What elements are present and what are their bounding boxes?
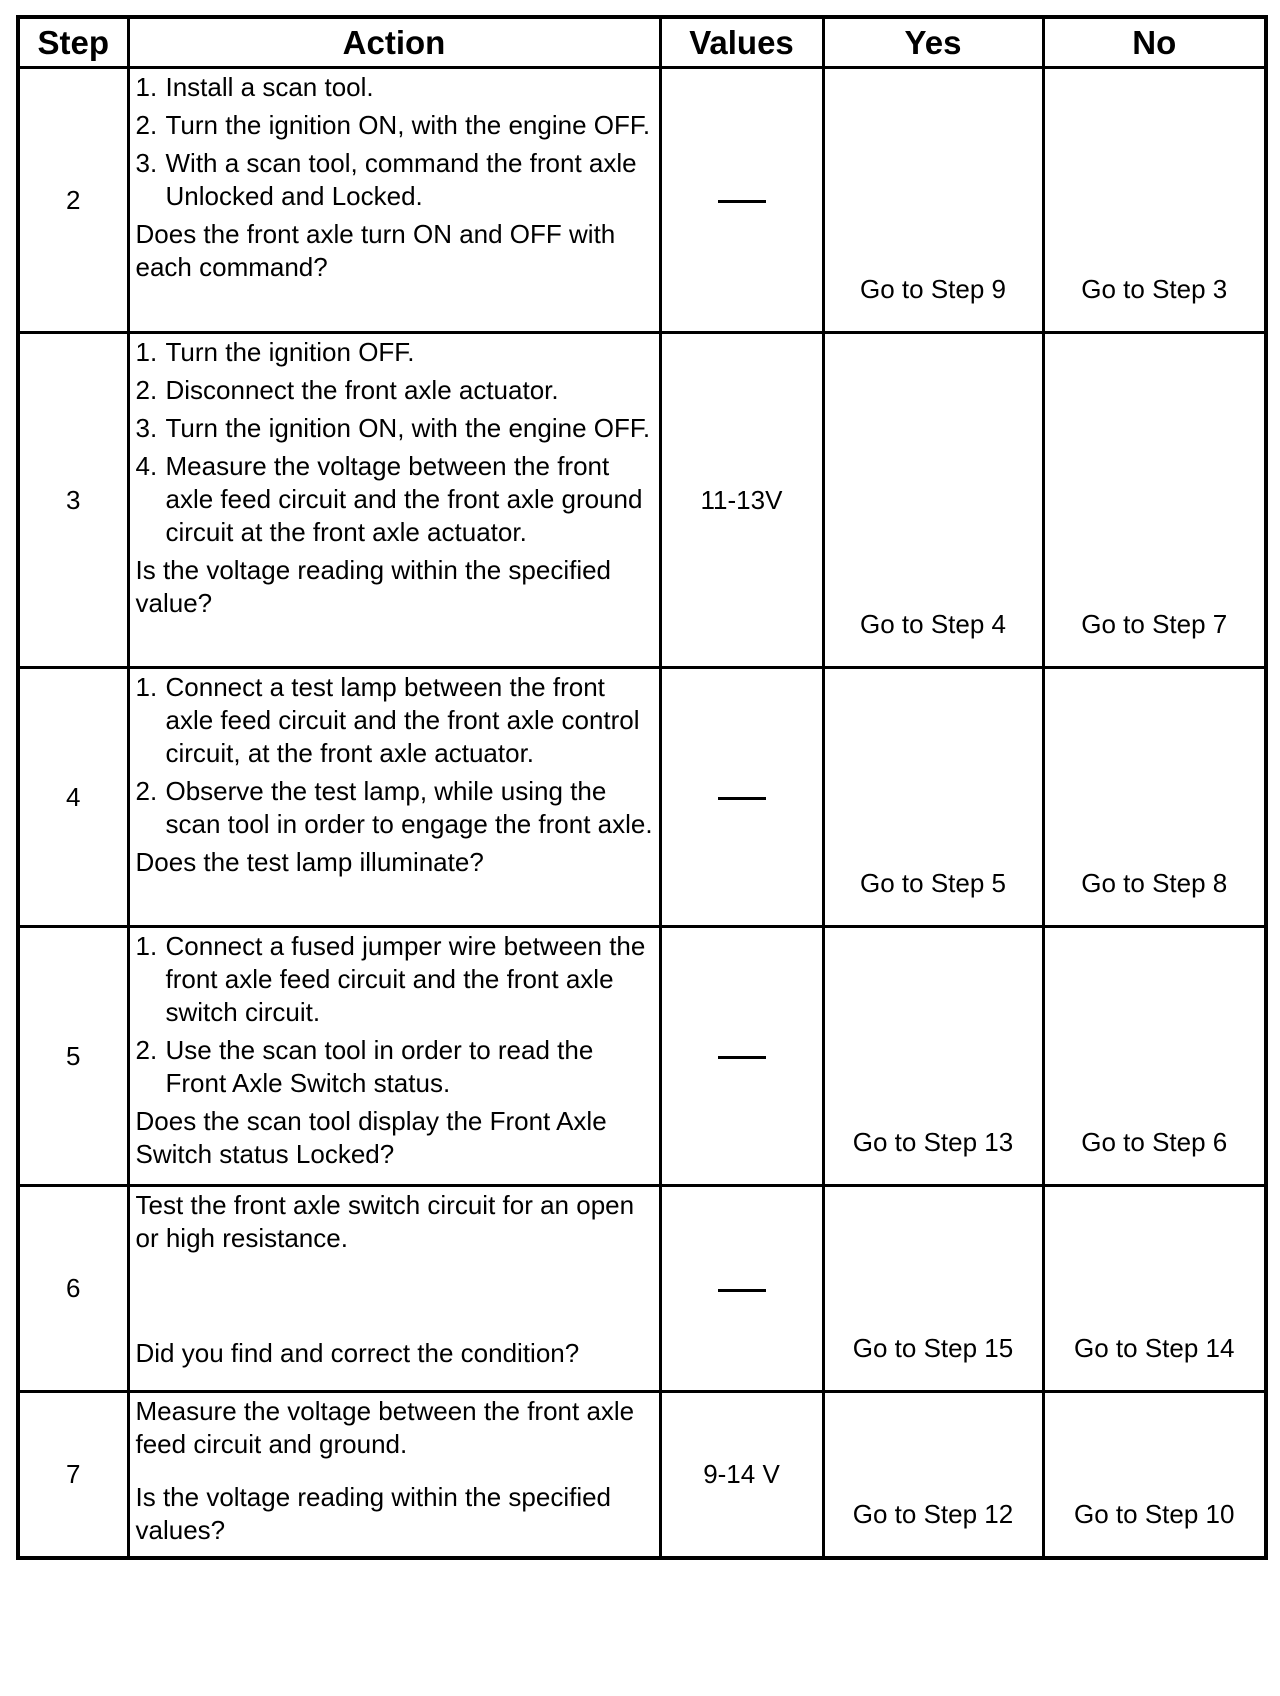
yes-outcome: Go to Step 13 [823, 927, 1043, 1186]
action-step-text: With a scan tool, command the front axle Unlocked and Locked. [165, 148, 637, 211]
action-step-item [136, 775, 655, 841]
action-step-number: 2. [135, 375, 158, 405]
yes-outcome: Go to Step 15 [823, 1186, 1043, 1392]
action-step-text: Turn the ignition OFF. [165, 337, 415, 367]
action-step-item [136, 147, 655, 213]
no-value-dash [718, 1056, 766, 1059]
no-outcome: Go to Step 7 [1043, 333, 1266, 668]
action-cell [128, 68, 660, 333]
action-step-text: Disconnect the front axle actuator. [165, 375, 559, 405]
table-row [18, 68, 1266, 333]
action-step-number: 1. [135, 672, 158, 702]
action-question: Did you find and correct the condition? [135, 1338, 580, 1368]
action-step-text: Connect a fused jumper wire between the front axle feed circuit and the front axle switch circuit. [165, 931, 646, 1027]
action-cell [128, 927, 660, 1186]
action-step-item [136, 336, 655, 369]
step-number: 4 [18, 668, 128, 927]
action-step-number: 2. [135, 1035, 158, 1065]
header-action: Action [128, 17, 660, 68]
yes-outcome: Go to Step 9 [823, 68, 1043, 333]
specified-value: 9-14 V [703, 1458, 780, 1489]
action-step-number: 4. [135, 451, 158, 481]
action-step-number: 1. [135, 72, 158, 102]
table-body [18, 68, 1266, 1558]
action-step-text: Install a scan tool. [165, 72, 374, 102]
header-step: Step [18, 17, 128, 68]
specified-value: 11-13V [700, 484, 783, 515]
action-step-number: 1. [135, 931, 158, 961]
action-cell [128, 1392, 660, 1558]
values-cell [660, 1392, 823, 1558]
no-outcome: Go to Step 3 [1043, 68, 1266, 333]
action-question: Is the voltage reading within the specified values? [135, 1482, 612, 1545]
action-step-item [136, 71, 655, 104]
action-cell [128, 668, 660, 927]
action-step-number: 2. [135, 776, 158, 806]
yes-outcome: Go to Step 4 [823, 333, 1043, 668]
action-step-text: Connect a test lamp between the front axle feed circuit and the front axle control circuit, at the front axle actuator. [165, 672, 640, 768]
action-step-text: Turn the ignition ON, with the engine OFF. [165, 413, 651, 443]
diagnostic-table [16, 15, 1268, 1560]
action-cell [128, 1186, 660, 1392]
action-question: Does the front axle turn ON and OFF with each command? [135, 219, 616, 282]
step-number: 7 [18, 1392, 128, 1558]
header-yes: Yes [823, 17, 1043, 68]
no-value-dash [718, 797, 766, 800]
values-cell [660, 333, 823, 668]
table-row [18, 333, 1266, 668]
table-row [18, 1392, 1266, 1558]
header-values: Values [660, 17, 823, 68]
yes-outcome: Go to Step 12 [823, 1392, 1043, 1558]
no-value-dash [718, 1289, 766, 1292]
action-step-text: Observe the test lamp, while using the scan tool in order to engage the front axle. [165, 776, 653, 839]
no-outcome: Go to Step 8 [1043, 668, 1266, 927]
action-step-item [136, 412, 655, 445]
yes-outcome: Go to Step 5 [823, 668, 1043, 927]
step-number: 6 [18, 1186, 128, 1392]
no-outcome: Go to Step 6 [1043, 927, 1266, 1186]
action-step-number: 3. [135, 148, 158, 178]
action-step-text: Use the scan tool in order to read the Front Axle Switch status. [165, 1035, 594, 1098]
step-number: 5 [18, 927, 128, 1186]
action-step-item [136, 671, 655, 770]
action-step-item [136, 1034, 655, 1100]
action-step-text: Turn the ignition ON, with the engine OFF. [165, 110, 651, 140]
action-question: Does the test lamp illuminate? [135, 847, 484, 877]
action-step-item [136, 930, 655, 1029]
action-instruction: Test the front axle switch circuit for an open or high resistance. [135, 1190, 635, 1253]
step-number: 2 [18, 68, 128, 333]
table-row [18, 1186, 1266, 1392]
values-cell [660, 927, 823, 1186]
action-step-number: 3. [135, 413, 158, 443]
action-step-text: Measure the voltage between the front axle feed circuit and the front axle ground circuit at the front axle actuator. [165, 451, 643, 547]
action-instruction: Measure the voltage between the front axle feed circuit and ground. [135, 1396, 635, 1459]
action-question: Is the voltage reading within the specified value? [135, 555, 612, 618]
no-value-dash [718, 200, 766, 203]
values-cell [660, 1186, 823, 1392]
action-cell [128, 333, 660, 668]
header-row [18, 17, 1266, 68]
values-cell [660, 668, 823, 927]
action-step-item [136, 109, 655, 142]
header-no: No [1043, 17, 1266, 68]
action-step-number: 2. [135, 110, 158, 140]
action-question: Does the scan tool display the Front Axle Switch status Locked? [135, 1106, 607, 1169]
action-step-number: 1. [135, 337, 158, 367]
values-cell [660, 68, 823, 333]
table-row [18, 668, 1266, 927]
no-outcome: Go to Step 10 [1043, 1392, 1266, 1558]
step-number: 3 [18, 333, 128, 668]
table-row [18, 927, 1266, 1186]
no-outcome: Go to Step 14 [1043, 1186, 1266, 1392]
action-step-item [136, 374, 655, 407]
action-step-item [136, 450, 655, 549]
